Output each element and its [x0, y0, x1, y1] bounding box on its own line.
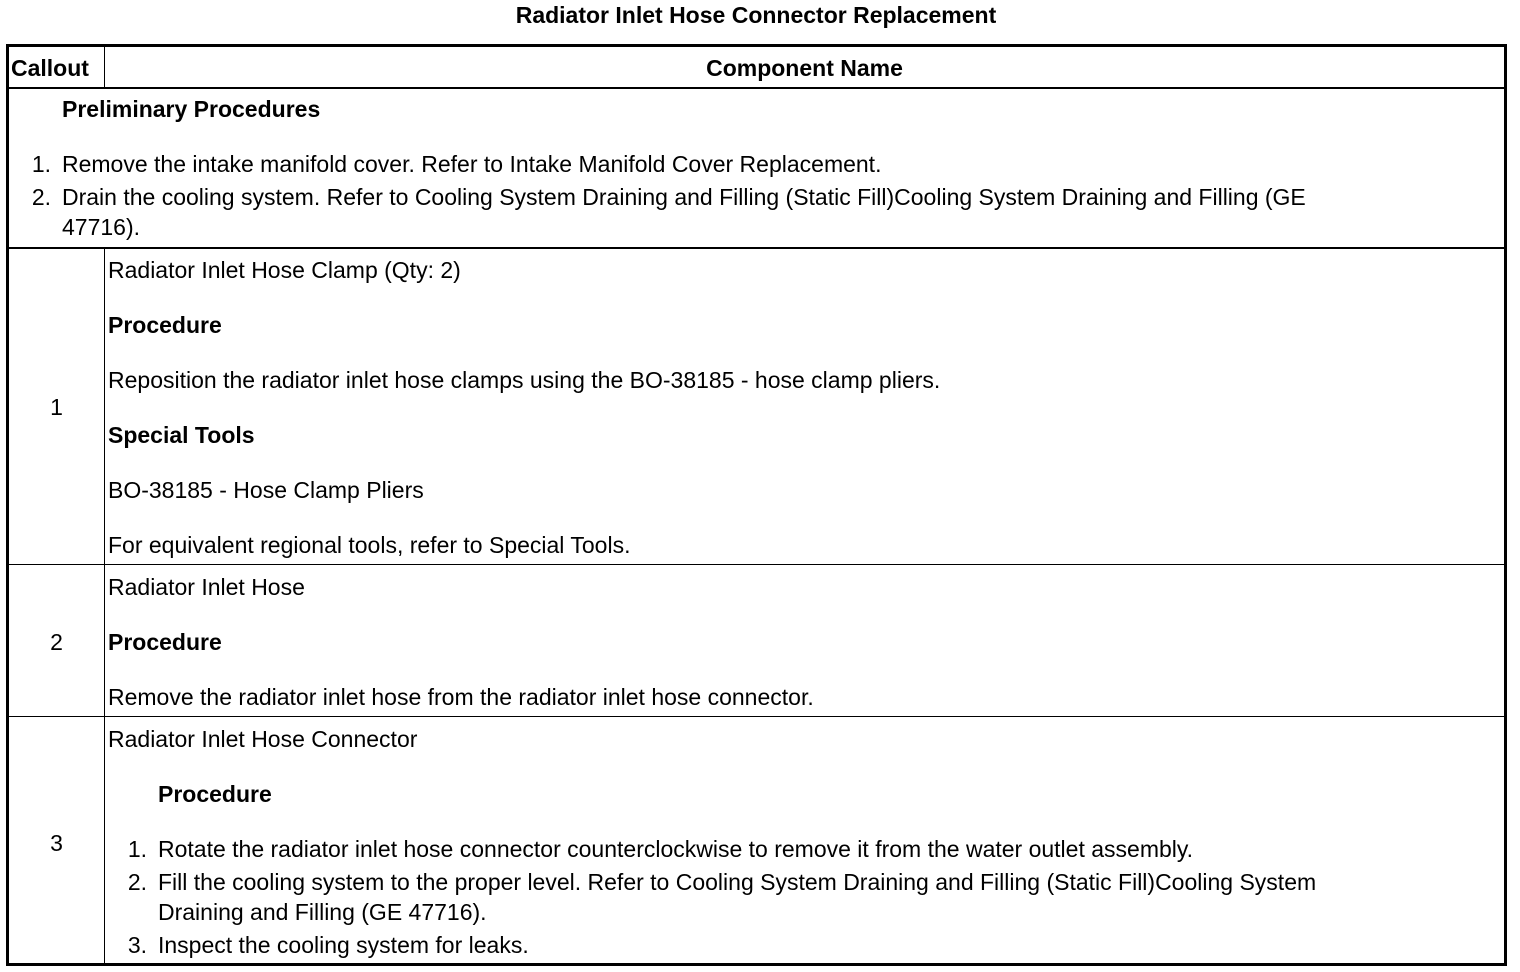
procedure-step-text: Rotate the radiator inlet hose connector counterclockwise to remove it from the water outlet assembly. — [158, 836, 1194, 862]
procedure-table — [6, 44, 1507, 966]
procedure-text: Remove the radiator inlet hose from the radiator inlet hose connector. — [108, 684, 814, 710]
component-name: Radiator Inlet Hose — [108, 574, 305, 600]
procedure-heading: Procedure — [108, 629, 222, 655]
procedure-step-text: Inspect the cooling system for leaks. — [158, 932, 529, 958]
column-divider — [104, 247, 105, 963]
special-tool: BO-38185 - Hose Clamp Pliers — [108, 477, 424, 503]
component-name: Radiator Inlet Hose Connector — [108, 726, 418, 752]
procedure-step-text: Fill the cooling system to the proper level. Refer to Cooling System Draining and Filling (Static Fill)Cooling System — [158, 869, 1317, 895]
preliminary-step-text: Drain the cooling system. Refer to Cooling System Draining and Filling (Static Fill)Cooling System Draining and Filling (GE — [62, 184, 1306, 210]
procedure-step-number: 2. — [127, 869, 147, 895]
procedure-text: Reposition the radiator inlet hose clamps using the BO-38185 - hose clamp pliers. — [108, 367, 941, 393]
callout-number: 3 — [50, 830, 63, 856]
special-tools-note: For equivalent regional tools, refer to Special Tools. — [108, 532, 631, 558]
preliminary-step-number: 1. — [31, 151, 51, 177]
special-tools-heading: Special Tools — [108, 422, 255, 448]
preliminary-step-text: Remove the intake manifold cover. Refer to Intake Manifold Cover Replacement. — [62, 151, 882, 177]
callout-number: 2 — [50, 629, 63, 655]
row-separator — [9, 564, 1504, 565]
component-name: Radiator Inlet Hose Clamp (Qty: 2) — [108, 257, 461, 283]
row-separator — [9, 716, 1504, 717]
preliminary-step-number: 2. — [31, 184, 51, 210]
procedure-heading: Procedure — [158, 781, 272, 807]
row-separator — [9, 247, 1504, 249]
procedure-heading: Procedure — [108, 312, 222, 338]
document-title: Radiator Inlet Hose Connector Replacement — [515, 2, 997, 28]
preliminary-heading: Preliminary Procedures — [62, 96, 321, 122]
header-callout: Callout — [11, 55, 89, 81]
procedure-step-number: 1. — [127, 836, 147, 862]
header-component-name: Component Name — [706, 55, 903, 81]
preliminary-step-text-continued: 47716). — [62, 214, 141, 240]
header-separator — [9, 87, 1504, 89]
procedure-step-text-continued: Draining and Filling (GE 47716). — [158, 899, 487, 925]
procedure-step-number: 3. — [127, 932, 147, 958]
callout-number: 1 — [50, 394, 63, 420]
